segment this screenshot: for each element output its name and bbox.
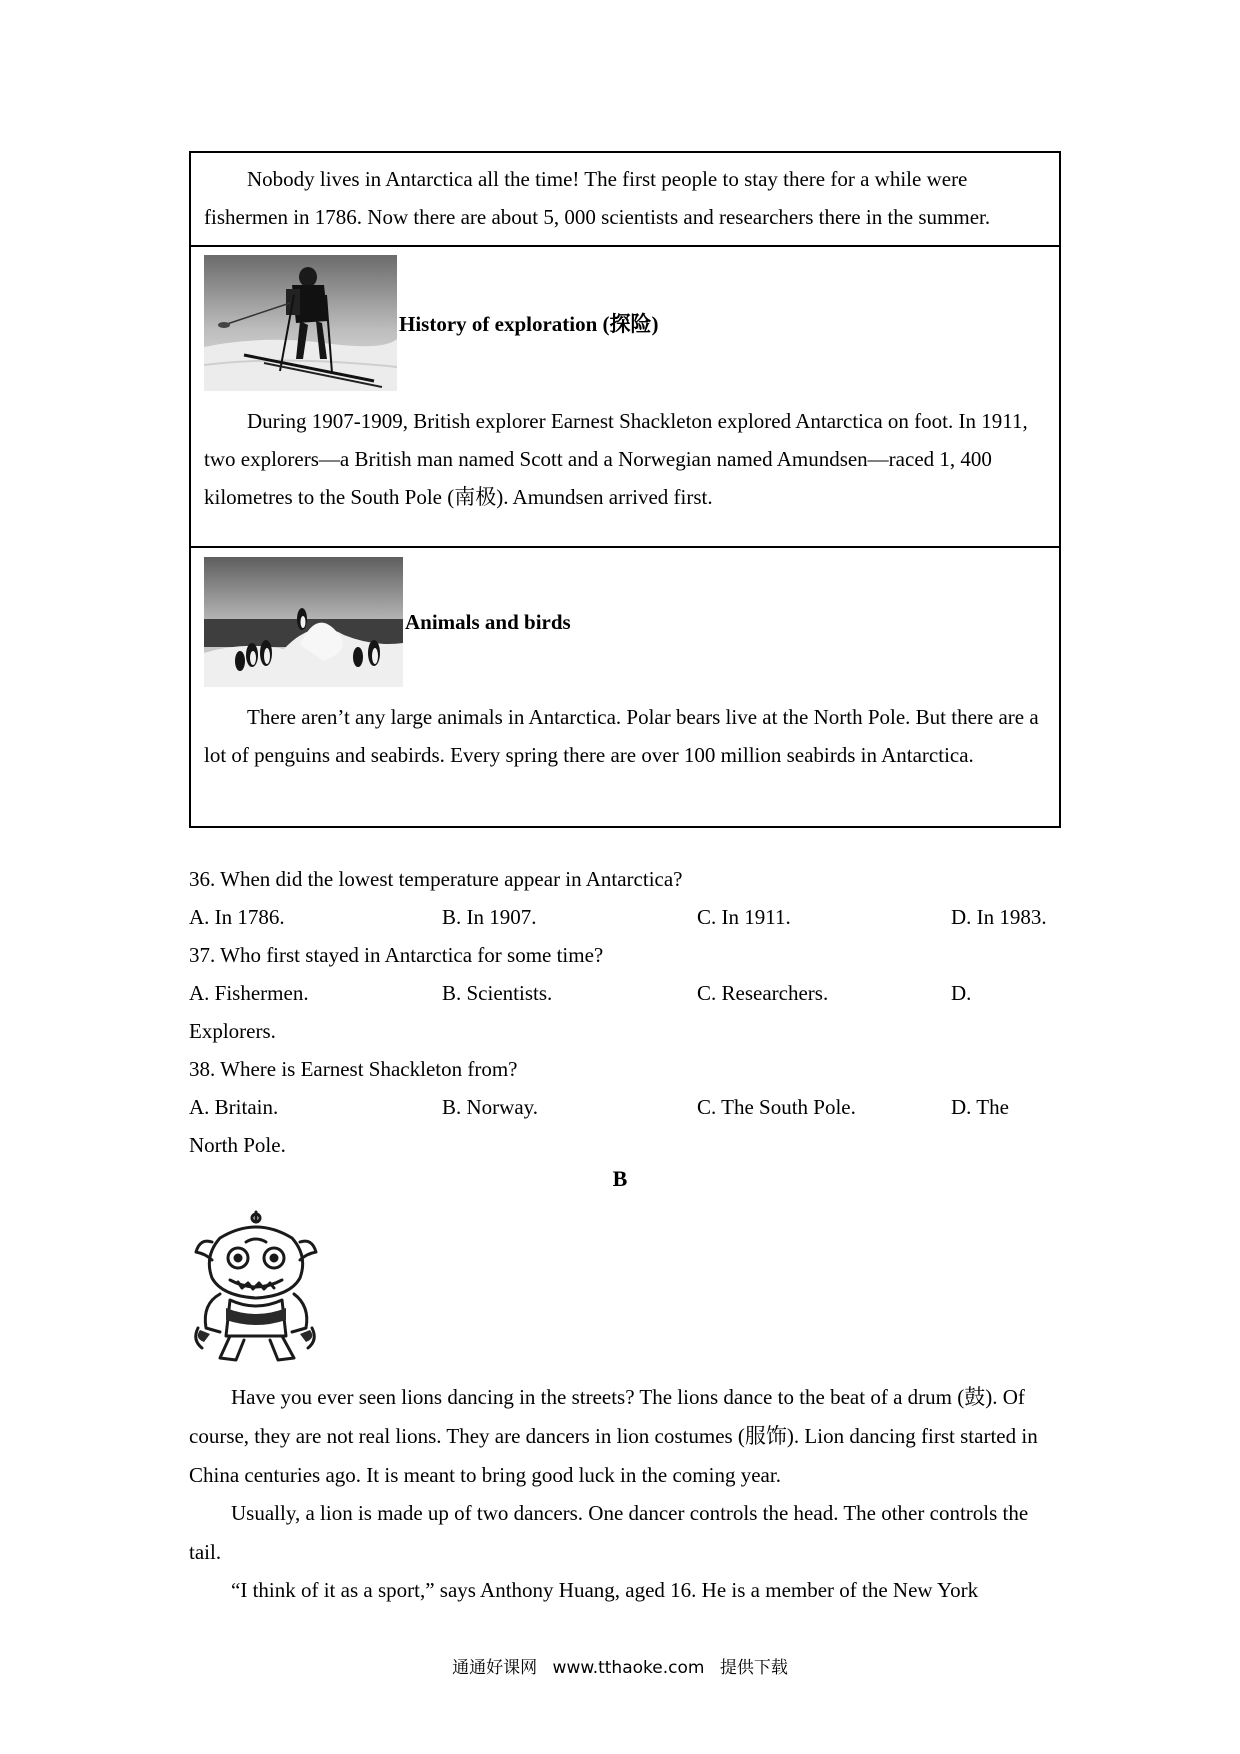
- antarctica-info-table: [189, 151, 1061, 828]
- exploration-text: During 1907-1909, British explorer Earnest Shackleton explored Antarctica on foot. In 1911, two explorers—a British man named Scott and a Norwegian named Amundsen—raced 1, 400 kilometres to the South Pole (南极). Amundsen arrived first.: [204, 409, 1028, 509]
- footer-url: www.tthaoke.com: [552, 1658, 705, 1678]
- lion-dance-illustration: [190, 1208, 320, 1368]
- option-d: D. In 1983.: [951, 905, 1047, 929]
- question-37-option-d-wrap: Explorers.: [189, 1019, 276, 1043]
- question-38-stem: 38. Where is Earnest Shackleton from?: [189, 1057, 518, 1081]
- option-b: B. Scientists.: [442, 981, 553, 1005]
- skier-explorer-photo: [204, 255, 397, 391]
- question-36-options: [189, 898, 1069, 936]
- question-36-stem: 36. When did the lowest temperature appear in Antarctica?: [189, 867, 683, 891]
- passage-b-paragraph: Have you ever seen lions dancing in the streets? The lions dance to the beat of a drum (鼓). Of course, they are not real lions. They are dancers in lion costumes (服饰). Lion dancing first started in China centuries ago. It is meant to bring good luck in the coming year.: [189, 1385, 1038, 1487]
- option-d: D. The: [951, 1095, 1009, 1119]
- question-38-option-d-wrap: North Pole.: [189, 1133, 286, 1157]
- questions-section: [189, 860, 1069, 1164]
- option-c: C. The South Pole.: [697, 1095, 856, 1119]
- option-b: B. Norway.: [442, 1095, 539, 1119]
- passage-b-paragraph: “I think of it as a sport,” says Anthony Huang, aged 16. He is a member of the New York: [231, 1578, 979, 1602]
- option-b: B. In 1907.: [442, 905, 537, 929]
- page-footer: [0, 1653, 1240, 1678]
- animals-heading: Animals and birds: [405, 609, 571, 634]
- penguins-photo: [204, 557, 403, 687]
- intro-text: Nobody lives in Antarctica all the time! The first people to stay there for a while were fishermen in 1786. Now there are about 5, 000 scientists and researchers there in the summer.: [204, 167, 991, 229]
- section-b-label: B: [612, 1166, 628, 1191]
- exploration-box: [191, 245, 1059, 546]
- passage-b-paragraph: Usually, a lion is made up of two dancers. One dancer controls the head. The other controls the tail.: [189, 1501, 1029, 1564]
- passage-b: [189, 1378, 1061, 1610]
- option-a: A. Britain.: [189, 1095, 279, 1119]
- exploration-header: [204, 255, 1046, 391]
- question-37-stem: 37. Who first stayed in Antarctica for some time?: [189, 943, 604, 967]
- question-38-options: [189, 1088, 1069, 1126]
- option-a: A. In 1786.: [189, 905, 285, 929]
- question-37-options: [189, 974, 1069, 1012]
- animals-text: There aren’t any large animals in Antarctica. Polar bears live at the North Pole. But there are a lot of penguins and seabirds. Every spring there are over 100 million seabirds in Antarctica.: [204, 705, 1039, 767]
- animals-header: [204, 557, 1046, 687]
- footer-note: 提供下载: [719, 1658, 788, 1678]
- option-a: A. Fishermen.: [189, 981, 309, 1005]
- option-d: D.: [951, 981, 972, 1005]
- exploration-heading: History of exploration (探险): [399, 312, 659, 336]
- option-c: C. Researchers.: [697, 981, 829, 1005]
- intro-box: [191, 153, 1059, 245]
- option-c: C. In 1911.: [697, 905, 791, 929]
- footer-site-name: 通通好课网: [452, 1658, 538, 1678]
- animals-box: [191, 546, 1059, 826]
